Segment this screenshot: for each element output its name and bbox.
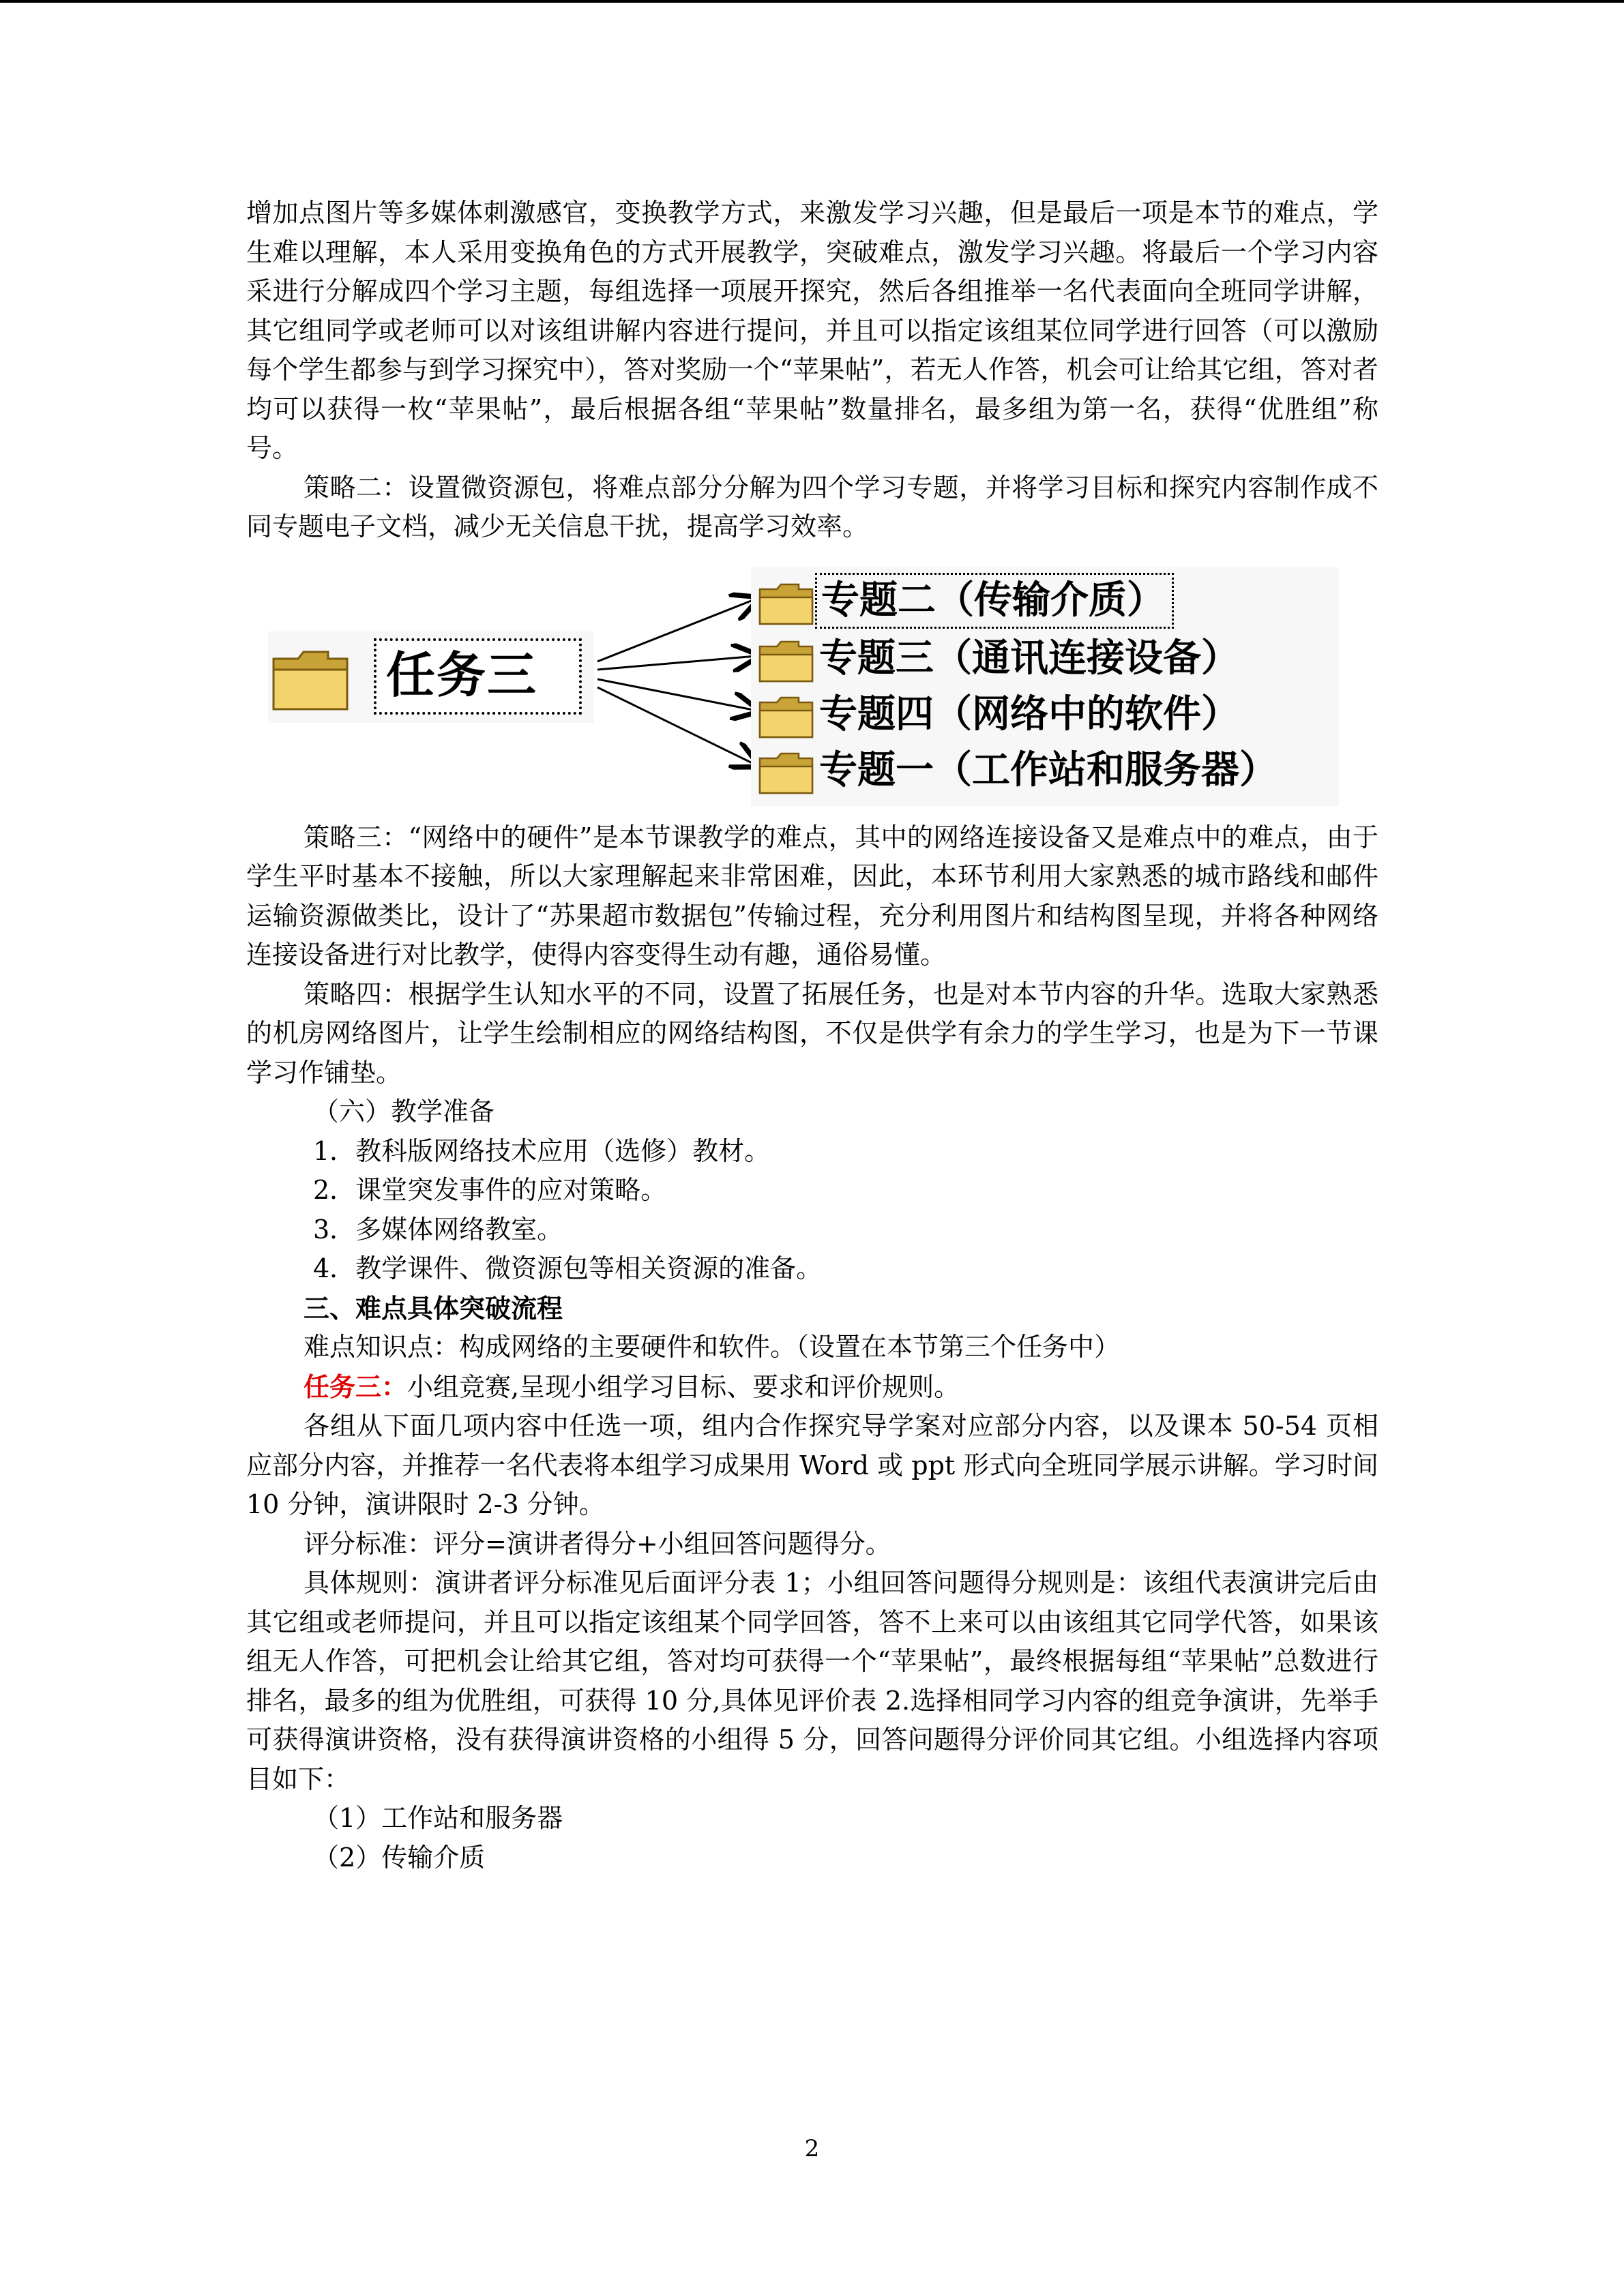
arrow-to-topic-2 [597, 599, 756, 661]
task-three-line [246, 1367, 1378, 1407]
paragraph-strategy-3: 策略三：“网络中的硬件”是本节课教学的难点，其中的网络连接设备又是难点中的难点，由于学生平时基本不接触，所以大家理解起来非常困难，因此，本环节利用大家熟悉的城市路线和邮件运输资源做类比，设计了“苏果超市数据包”传输过程，充分利用图片和结构图呈现，并将各种网络连接设备进行对比教学，使得内容变得生动有趣，通俗易懂。 [246, 822, 1378, 970]
task-three-text: 小组竞赛,呈现小组学习目标、要求和评价规则。 [407, 1371, 960, 1402]
paragraph-intro: 增加点图片等多媒体刺激感官，变换教学方式，来激发学习兴趣，但是最后一项是本节的难点，学生难以理解，本人采用变换角色的方式开展教学，突破难点，激发学习兴趣。将最后一个学习内容采进行分解成四个学习主题，每组选择一项展开探究，然后各组推举一名代表面向全班同学讲解，其它组同学或老师可以对该组讲解内容进行提问，并且可以指定该组某位同学进行回答（可以激励每个学生都参与到学习探究中），答对奖励一个“苹果帖”，若无人作答，机会可让给其它组，答对者均可以获得一枚“苹果帖”，最后根据各组“苹果帖”数量排名，最多组为第一名，获得“优胜组”称号。 [246, 198, 1378, 463]
document-page [246, 194, 1378, 1877]
choice-item: （2）传输介质 [313, 1842, 486, 1873]
folder-icon [758, 640, 815, 683]
difficulty-point: 难点知识点：构成网络的主要硬件和软件。（设置在本节第三个任务中） [304, 1332, 1121, 1362]
topic-diagram [246, 552, 1378, 811]
topic-label: 专题三（通讯连接设备） [819, 636, 1239, 681]
arrow-to-topic-1 [597, 687, 756, 765]
topic-label: 专题一（工作站和服务器） [819, 747, 1278, 792]
prep-heading: （六）教学准备 [313, 1097, 495, 1127]
paragraph-strategy-4: 策略四：根据学生认知水平的不同，设置了拓展任务，也是对本节内容的升华。选取大家熟悉的机房网络图片，让学生绘制相应的网络结构图，不仅是供学有余力的学生学习，也是为下一节课学习作铺垫。 [246, 979, 1378, 1088]
prep-item: 3．多媒体网络教室。 [313, 1214, 563, 1244]
paragraph-scoring: 评分标准：评分=演讲者得分+小组回答问题得分。 [304, 1528, 891, 1559]
prep-item: 4．教学课件、微资源包等相关资源的准备。 [313, 1253, 823, 1283]
diagram-arrows [246, 552, 765, 811]
paragraph-strategy-2: 策略二：设置微资源包，将难点部分分解为四个学习专题，并将学习目标和探究内容制作成不同专题电子文档，减少无关信息干扰，提高学习效率。 [246, 472, 1378, 541]
page-number: 2 [804, 2135, 820, 2162]
arrow-to-topic-3 [597, 656, 756, 670]
task-three-tag: 任务三： [304, 1371, 408, 1402]
prep-item: 2．课堂突发事件的应对策略。 [313, 1175, 667, 1205]
topic-label: 专题二（传输介质） [815, 573, 1174, 629]
task-three-label: 任务三 [374, 638, 582, 715]
prep-item: 1．教科版网络技术应用（选修）教材。 [313, 1135, 771, 1166]
topic-list [751, 567, 1339, 806]
choice-item: （1）工作站和服务器 [313, 1803, 563, 1833]
top-border [0, 0, 1624, 3]
topic-label: 专题四（网络中的软件） [819, 691, 1239, 736]
folder-icon [758, 751, 815, 795]
folder-icon [758, 582, 815, 626]
paragraph-groups: 各组从下面几项内容中任选一项，组内合作探究导学案对应部分内容，以及课本 50-54 页相应部分内容，并推荐一名代表将本组学习成果用 Word 或 ppt 形式向全班同学展示讲解。学习时间 10 分钟，演讲限时 2-3 分钟。 [246, 1411, 1378, 1519]
folder-icon [758, 696, 815, 739]
paragraph-rules: 具体规则：演讲者评分标准见后面评分表 1；小组回答问题得分规则是：该组代表演讲完后由其它组或老师提问，并且可以指定该组某个同学回答，答不上来可以由该组其它同学代答，如果该组无人作答，可把机会让给其它组，答对均可获得一个“苹果帖”，最终根据每组“苹果帖”总数进行排名，最多的组为优胜组，可获得 10 分,具体见评价表 2.选择相同学习内容的组竞争演讲，先举手可获得演讲资格，没有获得演讲资格的小组得 5 分，回答问题得分评价同其它组。小组选择内容项目如下： [246, 1568, 1378, 1794]
arrow-to-topic-4 [597, 679, 756, 711]
section-heading: 三、难点具体突破流程 [304, 1292, 563, 1324]
